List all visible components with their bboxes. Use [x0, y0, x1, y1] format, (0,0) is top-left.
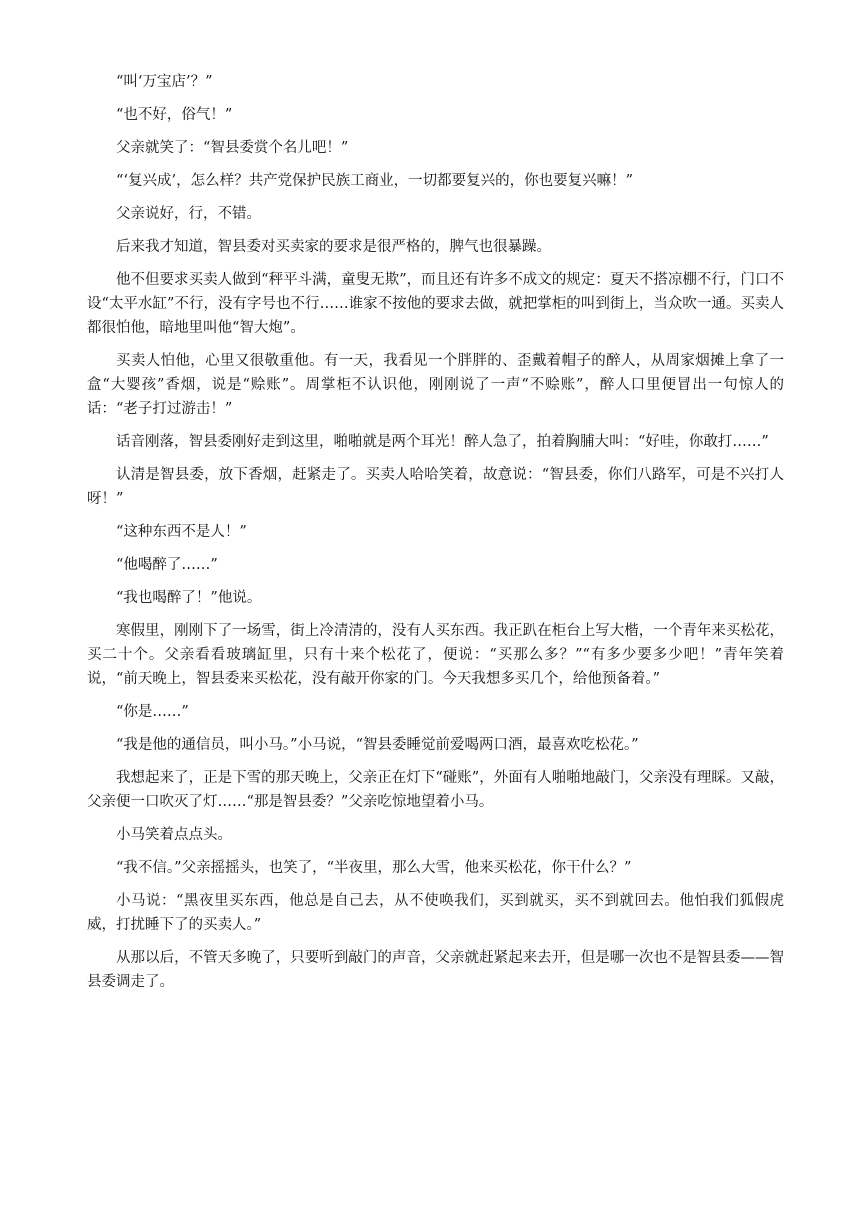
- paragraph: 父亲就笑了：“智县委赏个名儿吧！”: [116, 140, 349, 156]
- body-text: [87, 70, 784, 1003]
- paragraph: 寒假里，刚刚下了一场雪，街上冷清清的，没有人买东西。我正趴在柜台上写大楷，一个青年来买松花，买二十个。父亲看看玻璃缸里，只有十来个松花了，便说：“买那么多？”“有多少要多少吧！”青年笑着说，“前天晚上，智县委来买松花，没有敲开你家的门。今天我想多买几个，给他预备着。”: [87, 623, 784, 687]
- paragraph: “‘复兴成’，怎么样？共产党保护民族工商业，一切都要复兴的，你也要复兴嘛！”: [116, 173, 634, 189]
- paragraph: 买卖人怕他，心里又很敬重他。有一天，我看见一个胖胖的、歪戴着帽子的醉人，从周家烟摊上拿了一盒“大婴孩”香烟，说是“赊账”。周掌柜不认识他，刚刚说了一声“不赊账”，醉人口里便冒出一句惊人的话：“老子打过游击！”: [87, 353, 784, 417]
- paragraph: 父亲说好，行，不错。: [116, 206, 261, 222]
- paragraph: “我不信。”父亲摇摇头，也笑了，“半夜里，那么大雪，他来买松花，你干什么？”: [116, 860, 632, 876]
- paragraph: 他不但要求买卖人做到“秤平斗满，童叟无欺”，而且还有许多不成文的规定：夏天不搭凉棚不行，门口不设“太平水缸”不行，没有字号也不行……谁家不按他的要求去做，就把掌柜的叫到街上，当众吹一通。买卖人都很怕他，暗地里叫他“智大炮”。: [87, 272, 784, 336]
- paragraph: “叫‘万宝店’？”: [116, 74, 213, 90]
- paragraph: 后来我才知道，智县委对买卖家的要求是很严格的，脾气也很暴躁。: [116, 239, 551, 255]
- paragraph: “也不好，俗气！”: [116, 107, 233, 123]
- paragraph: 从那以后，不管天多晚了，只要听到敲门的声音，父亲就赶紧起来去开，但是哪一次也不是智县委——智县委调走了。: [87, 950, 784, 990]
- paragraph: “他喝醉了……”: [116, 557, 218, 573]
- paragraph: 小马笑着点点头。: [116, 827, 232, 843]
- paragraph: “我也喝醉了！”他说。: [116, 590, 262, 606]
- paragraph: 我想起来了，正是下雪的那天晚上，父亲正在灯下“碰账”，外面有人啪啪地敲门，父亲没有理睬。又敲，父亲便一口吹灭了灯……“那是智县委？”父亲吃惊地望着小马。: [87, 770, 784, 810]
- paragraph: “这种东西不是人！”: [116, 524, 247, 540]
- paragraph: 小马说：“黑夜里买东西，他总是自己去，从不使唤我们，买到就买，买不到就回去。他怕我们狐假虎威，打扰睡下了的买卖人。”: [87, 893, 784, 933]
- paragraph: “你是……”: [116, 704, 189, 720]
- paragraph: 话音刚落，智县委刚好走到这里，啪啪就是两个耳光！醉人急了，拍着胸脯大叫：“好哇，你敢打……”: [116, 434, 769, 450]
- paragraph: “我是他的通信员，叫小马。”小马说，“智县委睡觉前爱喝两口酒，最喜欢吃松花。”: [116, 737, 639, 753]
- paragraph: 认清是智县委，放下香烟，赶紧走了。买卖人哈哈笑着，故意说：“智县委，你们八路军，可是不兴打人呀！”: [87, 467, 784, 507]
